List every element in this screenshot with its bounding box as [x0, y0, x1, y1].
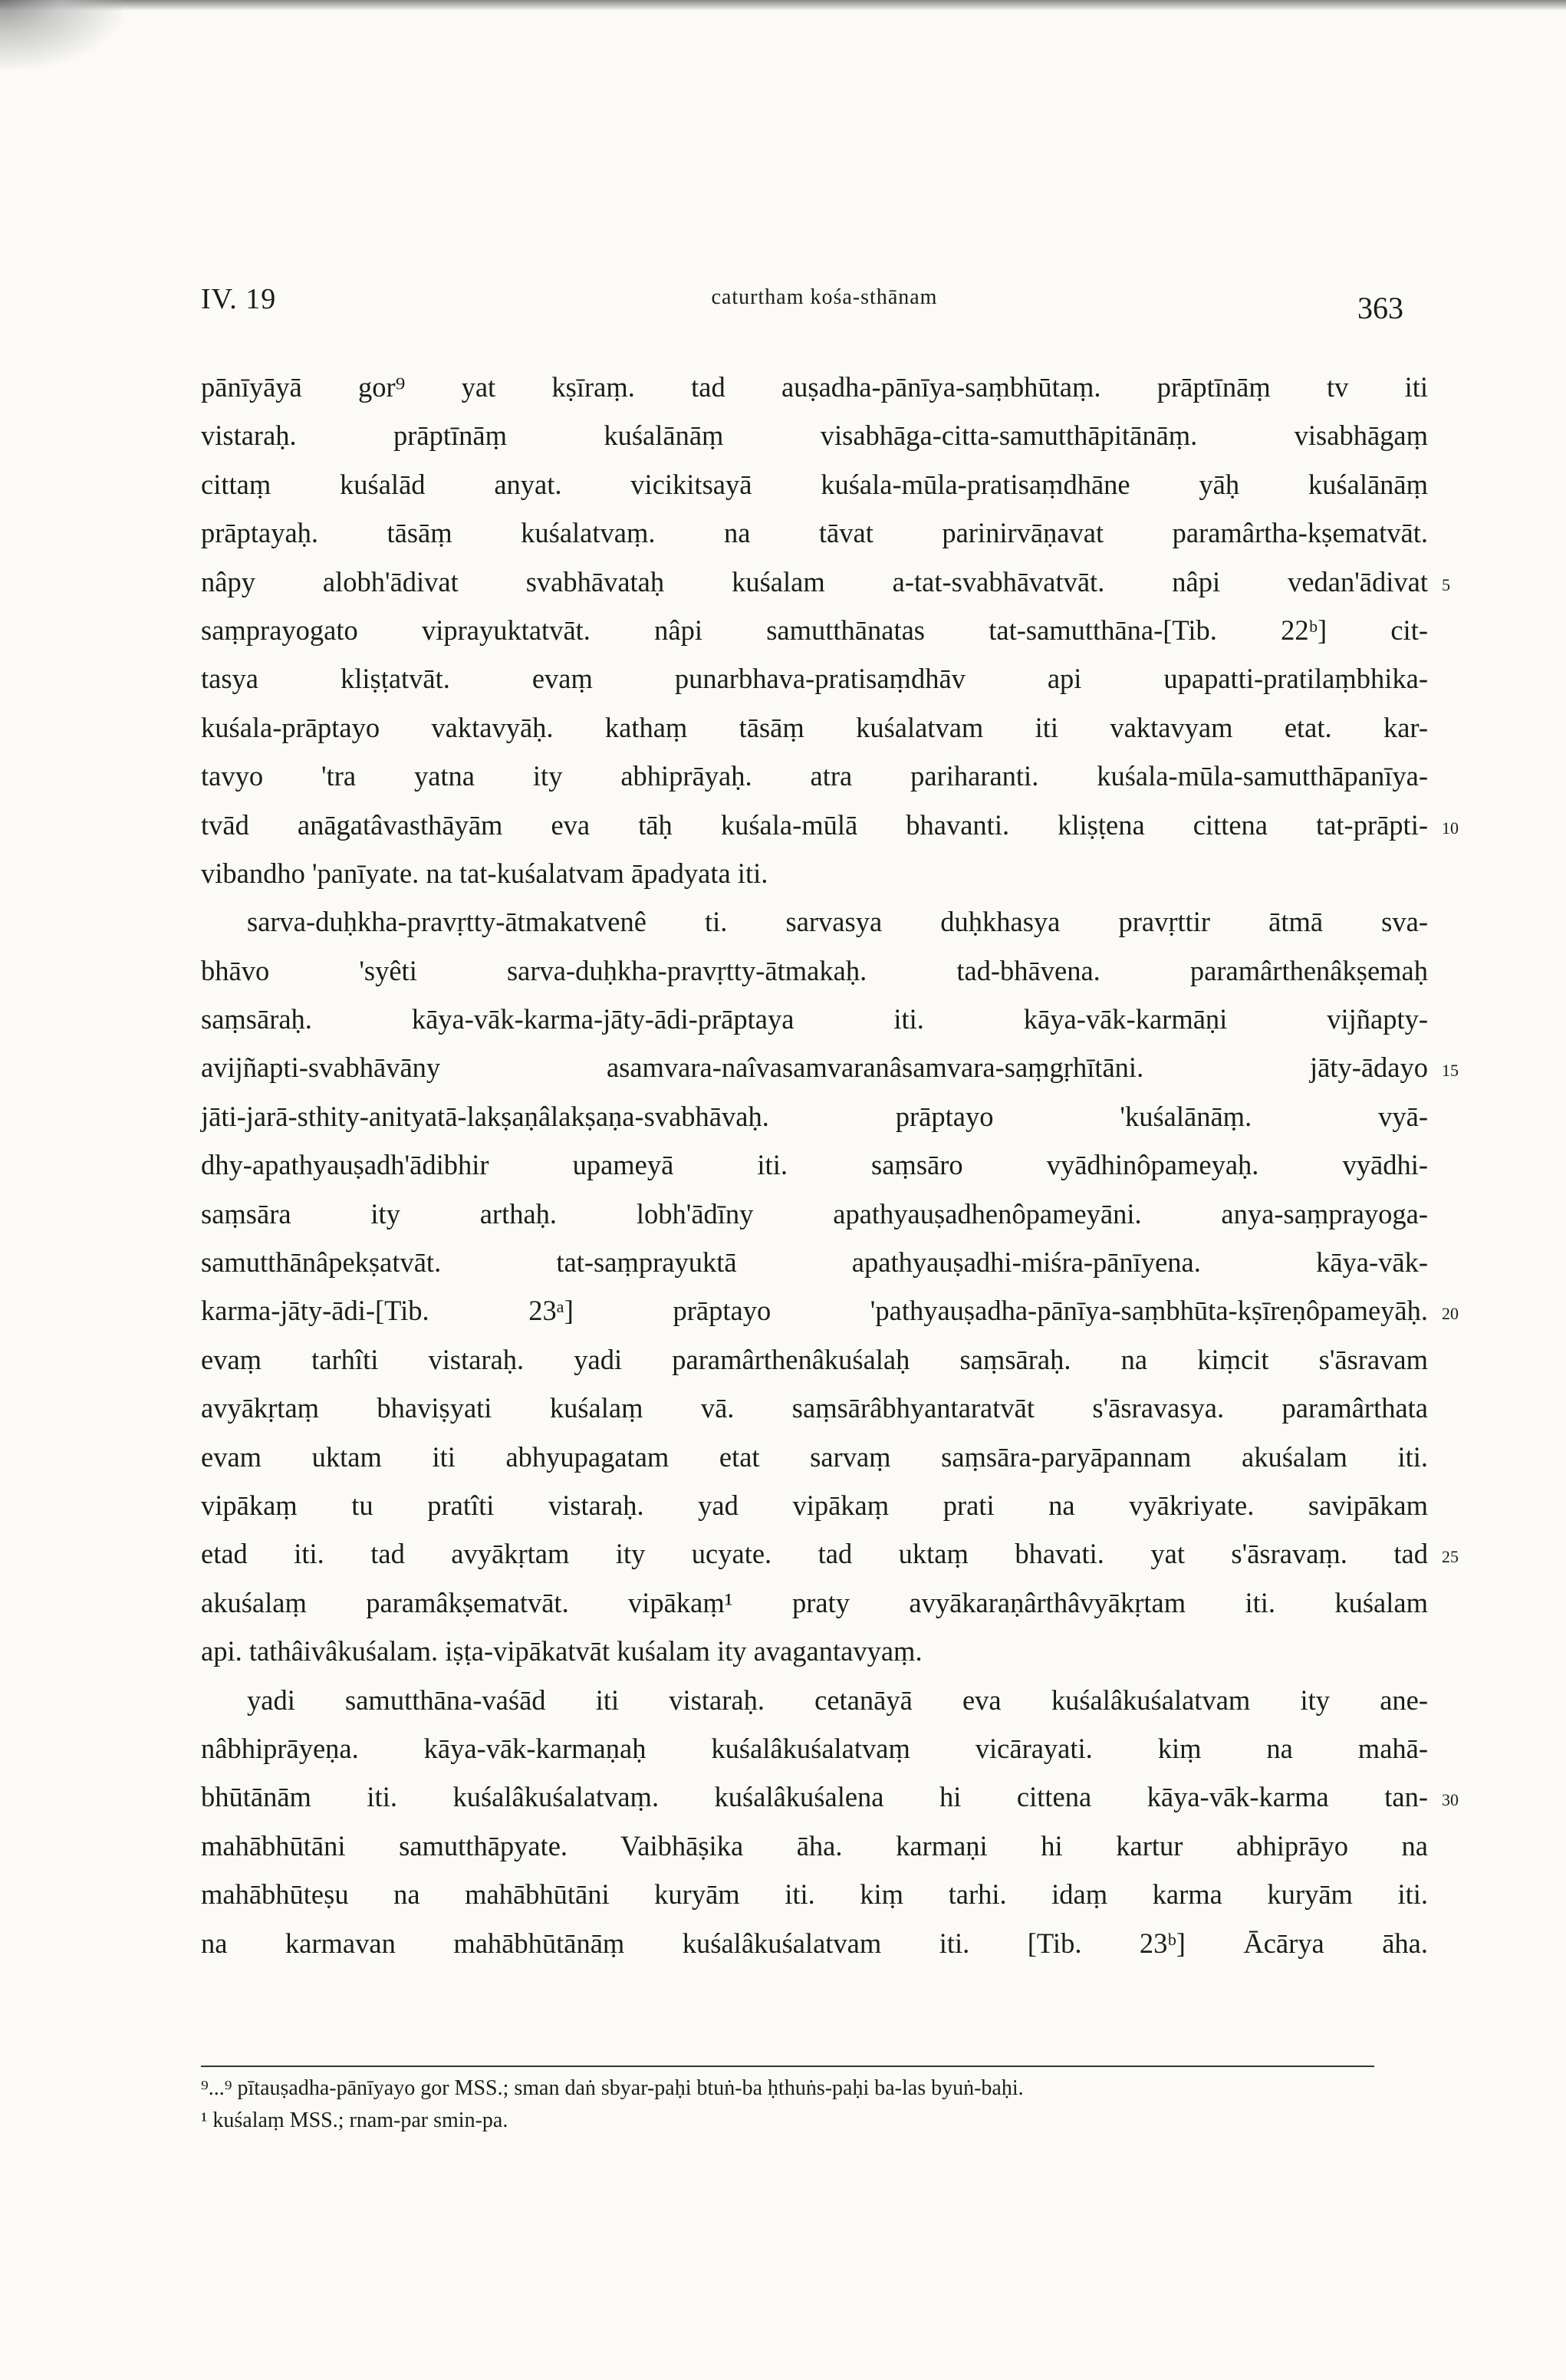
footnote: ⁹...⁹ pītauṣadha-pānīyayo gor MSS.; sman daṅ sbyar-paḥi btuṅ-ba ḥthuṅs-paḥi ba-las byuṅ-baḥi.	[201, 2076, 1024, 2100]
text-line-content: cittaṃ kuśalād anyat. vicikitsayā kuśala-mūla-pratisaṃdhāne yāḥ kuśalānāṃ	[201, 468, 1428, 500]
line-number: 15	[1442, 1061, 1459, 1081]
text-line-content: evam uktam iti abhyupagatam etat sarvaṃ saṃsāra-paryāpannam akuśalam iti.	[201, 1440, 1428, 1473]
text-line-content: avyākṛtaṃ bhaviṣyati kuśalaṃ vā. saṃsārâbhyantaratvāt s'āsravasya. paramârthata	[201, 1392, 1428, 1424]
text-line	[201, 558, 1450, 606]
text-line	[201, 1092, 1428, 1141]
running-title: caturtham kośa-sthānam	[711, 285, 938, 309]
text-line	[201, 1676, 1428, 1724]
text-line-content: evaṃ tarhîti vistaraḥ. yadi paramârthenâkuśalaḥ saṃsāraḥ. na kiṃcit s'āsravam	[201, 1343, 1428, 1375]
text-line	[201, 1870, 1428, 1918]
text-line-content: saṃsāraḥ. kāya-vāk-karma-jāty-ādi-prāptaya iti. kāya-vāk-karmāṇi vijñapty-	[201, 1003, 1428, 1035]
text-line	[201, 1481, 1428, 1529]
text-line-content: avijñapti-svabhāvāny asamvara-naîvasamvaranâsamvara-saṃgṛhītāni. jāty-ādayo	[201, 1052, 1428, 1084]
text-line-content: saṃsāra ity arthaḥ. lobh'ādīny apathyauṣadhenôpameyāni. anya-saṃprayoga-	[201, 1197, 1428, 1230]
line-number: 25	[1442, 1547, 1459, 1567]
text-line-content: mahābhūtāni samutthāpyate. Vaibhāṣika āha. karmaṇi hi kartur abhiprāyo na	[201, 1829, 1428, 1862]
text-line-content: jāti-jarā-sthity-anityatā-lakṣaṇâlakṣaṇa-svabhāvaḥ. prāptayo 'kuśalānāṃ. vyā-	[201, 1100, 1428, 1132]
line-number: 20	[1442, 1304, 1459, 1324]
line-number: 30	[1442, 1790, 1459, 1810]
text-line-content: bhāvo 'syêti sarva-duḥkha-pravṛtty-ātmakaḥ. tad-bhāvena. paramârthenâkṣemaḥ	[201, 954, 1428, 986]
text-line-content: tavyo 'tra yatna ity abhiprāyaḥ. atra pariharanti. kuśala-mūla-samutthāpanīya-	[201, 760, 1428, 792]
running-header	[0, 276, 1566, 337]
text-line-content: tvād anāgatâvasthāyām eva tāḥ kuśala-mūlā bhavanti. kliṣṭena cittena tat-prāpti-	[201, 808, 1428, 841]
text-line	[201, 606, 1428, 654]
text-line	[201, 363, 1428, 411]
text-line-content: sarva-duḥkha-pravṛtty-ātmakatvenê ti. sarvasya duḥkhasya pravṛttir ātmā sva-	[247, 906, 1428, 938]
text-line-content: nâpy alobh'ādivat svabhāvataḥ kuśalam a-tat-svabhāvatvāt. nâpi vedan'ādivat	[201, 565, 1428, 597]
text-line-content: vipākaṃ tu pratîti vistaraḥ. yad vipākaṃ prati na vyākriyate. savipākam	[201, 1489, 1428, 1521]
footnotes	[201, 2072, 1428, 2137]
text-line	[201, 654, 1428, 703]
text-line	[201, 1627, 1428, 1675]
text-line-content: bhūtānām iti. kuśalâkuśalatvaṃ. kuśalâkuśalena hi cittena kāya-vāk-karma tan-	[201, 1781, 1428, 1813]
text-line-content: vibandho 'panīyate. na tat-kuśalatvam āpadyata iti.	[201, 857, 768, 889]
text-line	[201, 1238, 1428, 1286]
text-line	[201, 1529, 1459, 1578]
text-line	[201, 1141, 1428, 1189]
text-line	[201, 849, 1428, 897]
text-line	[201, 1773, 1459, 1821]
text-line	[201, 703, 1428, 752]
text-line-content: mahābhūteṣu na mahābhūtāni kuryām iti. kiṃ tarhi. idaṃ karma kuryām iti.	[201, 1878, 1428, 1911]
text-line	[201, 460, 1428, 509]
text-line	[201, 1043, 1459, 1091]
text-line	[201, 1724, 1428, 1773]
text-line	[201, 897, 1428, 946]
text-line	[201, 1384, 1428, 1432]
text-line-content: yadi samutthāna-vaśād iti vistaraḥ. cetanāyā eva kuśalâkuśalatvam ity ane-	[247, 1684, 1428, 1716]
text-line-content: pānīyāyā gor⁹ yat kṣīraṃ. tad auṣadha-pānīya-saṃbhūtaṃ. prāptīnāṃ tv iti	[201, 371, 1428, 403]
text-line	[201, 1433, 1428, 1481]
text-line	[201, 1919, 1428, 1967]
text-line	[201, 1190, 1428, 1238]
text-line-content: karma-jāty-ādi-[Tib. 23ᵃ] prāptayo 'pathyauṣadha-pānīya-saṃbhūta-kṣīreṇôpameyāḥ.	[201, 1295, 1428, 1327]
text-line-content: kuśala-prāptayo vaktavyāḥ. kathaṃ tāsāṃ kuśalatvam iti vaktavyam etat. kar-	[201, 711, 1428, 743]
text-line	[201, 1578, 1428, 1627]
text-line-content: tasya kliṣṭatvāt. evaṃ punarbhava-pratisaṃdhāv api upapatti-pratilaṃbhika-	[201, 663, 1428, 695]
text-line-content: na karmavan mahābhūtānāṃ kuśalâkuśalatvam iti. [Tib. 23ᵇ] Ācārya āha.	[201, 1927, 1428, 1959]
text-line-content: saṃprayogato viprayuktatvāt. nâpi samutthānatas tat-samutthāna-[Tib. 22ᵇ] cit-	[201, 614, 1428, 646]
line-number: 5	[1442, 574, 1450, 594]
text-line-content: nâbhiprāyeṇa. kāya-vāk-karmaṇaḥ kuśalâkuśalatvaṃ vicārayati. kiṃ na mahā-	[201, 1732, 1428, 1764]
text-line-content: etad iti. tad avyākṛtam ity ucyate. tad uktaṃ bhavati. yat s'āsravaṃ. tad	[201, 1538, 1428, 1570]
text-line-content: samutthānâpekṣatvāt. tat-saṃprayuktā apathyauṣadhi-miśra-pānīyena. kāya-vāk-	[201, 1246, 1428, 1279]
text-line	[201, 801, 1459, 849]
text-line	[201, 995, 1428, 1043]
text-line	[201, 1822, 1428, 1870]
text-line	[201, 752, 1428, 800]
text-line-content: dhy-apathyauṣadh'ādibhir upameyā iti. saṃsāro vyādhinôpameyaḥ. vyādhi-	[201, 1149, 1428, 1181]
text-line	[201, 1286, 1459, 1335]
text-line-content: vistaraḥ. prāptīnāṃ kuśalānāṃ visabhāga-citta-samutthāpitānāṃ. visabhāgaṃ	[201, 420, 1428, 452]
section-reference: IV. 19	[201, 283, 277, 315]
footnote: ¹ kuśalaṃ MSS.; rnam-par smin-pa.	[201, 2108, 508, 2132]
text-line	[201, 1335, 1428, 1384]
line-number: 10	[1442, 818, 1459, 838]
scan-top-edge	[0, 0, 1566, 11]
text-line-content: akuśalaṃ paramâkṣematvāt. vipākaṃ¹ praty avyākaraṇârthâvyākṛtam iti. kuśalam	[201, 1586, 1428, 1618]
text-line	[201, 411, 1428, 459]
footnote-divider	[201, 2066, 1374, 2067]
main-text	[201, 363, 1459, 1967]
page-number: 363	[1357, 291, 1403, 325]
scan-corner-shadow	[0, 0, 123, 69]
text-line	[201, 509, 1428, 557]
text-line-content: api. tathâivâkuśalam. iṣṭa-vipākatvāt kuśalam ity avagantavyaṃ.	[201, 1635, 923, 1667]
text-line	[201, 946, 1428, 995]
text-line-content: prāptayaḥ. tāsāṃ kuśalatvaṃ. na tāvat parinirvāṇavat paramârtha-kṣematvāt.	[201, 517, 1428, 549]
